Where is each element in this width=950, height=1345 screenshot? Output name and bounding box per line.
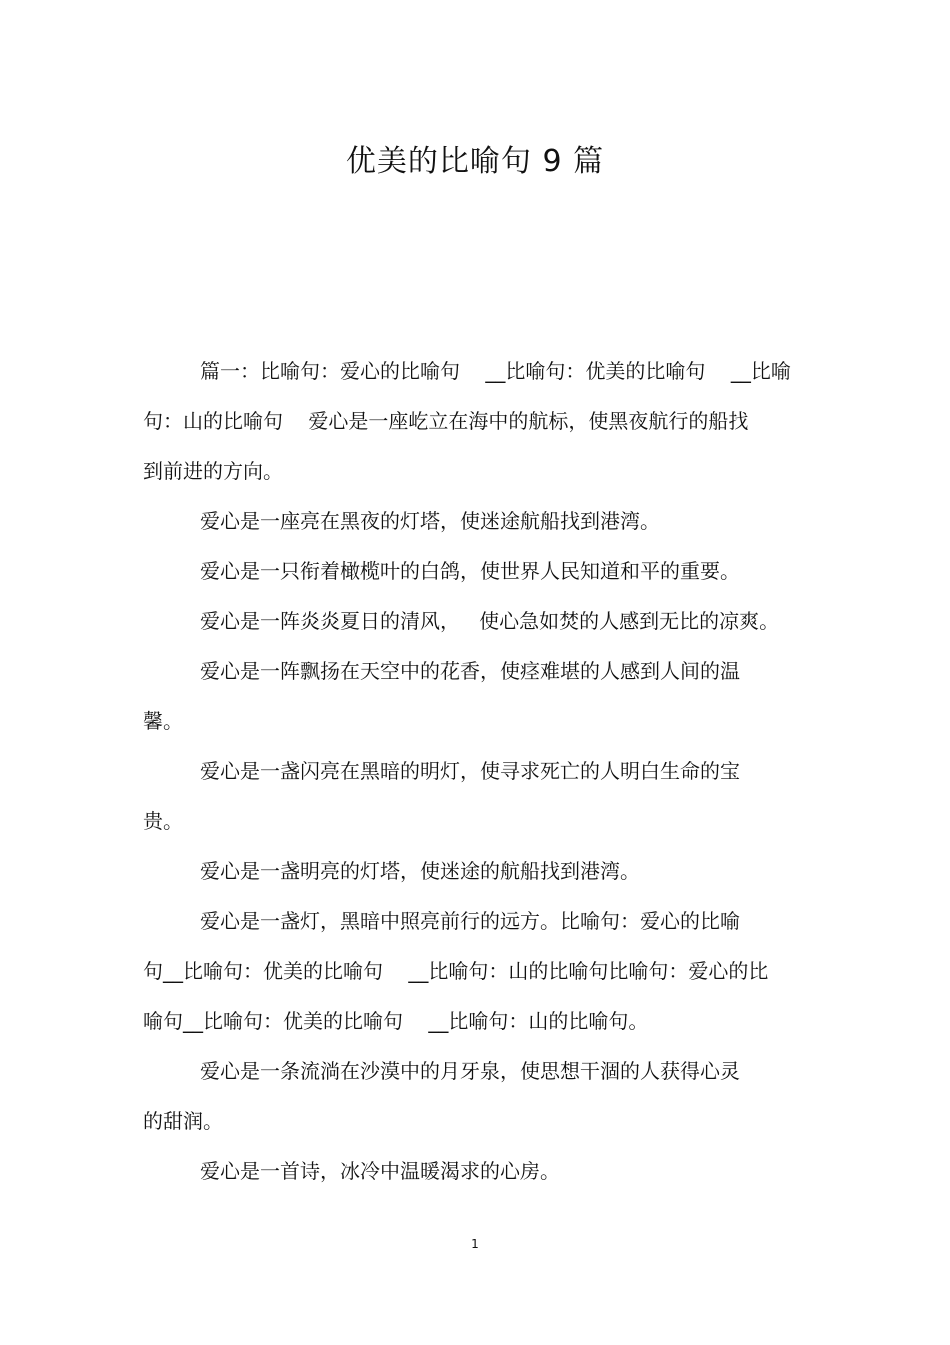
paragraph-line: 爱心是一条流淌在沙漠中的月牙泉，使思想干涸的人获得心灵 <box>200 1059 740 1083</box>
paragraph-line: 爱心是一阵飘扬在天空中的花香，使痉难堪的人感到人间的温 <box>200 659 740 683</box>
paragraph-line: 爱心是一盏闪亮在黑暗的明灯，使寻求死亡的人明白生命的宝 <box>200 759 740 783</box>
page-number: 1 <box>471 1237 479 1251</box>
paragraph-line: 馨。 <box>143 709 183 733</box>
document-title: 优美的比喻句 9 篇 <box>345 144 605 179</box>
paragraph-line: 爱心是一首诗，冰冷中温暖渴求的心房。 <box>200 1159 560 1183</box>
paragraph-line: 喻句__比喻句：优美的比喻句 __比喻句：山的比喻句。 <box>143 1009 649 1033</box>
paragraph-line: 爱心是一阵炎炎夏日的清风， 使心急如焚的人感到无比的凉爽。 <box>200 609 780 633</box>
paragraph-line: 句__比喻句：优美的比喻句 __比喻句：山的比喻句比喻句：爱心的比 <box>143 959 769 983</box>
document-body <box>143 346 823 1196</box>
paragraph-line: 句：山的比喻句 爱心是一座屹立在海中的航标，使黑夜航行的船找 <box>143 409 749 433</box>
paragraph-line: 爱心是一只衔着橄榄叶的白鸽，使世界人民知道和平的重要。 <box>200 559 740 583</box>
paragraph-line: 篇一：比喻句：爱心的比喻句 __比喻句：优美的比喻句 __比喻 <box>200 359 791 383</box>
paragraph-line: 爱心是一座亮在黑夜的灯塔，使迷途航船找到港湾。 <box>200 509 660 533</box>
paragraph-line: 的甜润。 <box>143 1109 223 1133</box>
paragraph-line: 爱心是一盏明亮的灯塔，使迷途的航船找到港湾。 <box>200 859 640 883</box>
paragraph-line: 爱心是一盏灯，黑暗中照亮前行的远方。比喻句：爱心的比喻 <box>200 909 740 933</box>
paragraph-line: 贵。 <box>143 809 183 833</box>
paragraph-line: 到前进的方向。 <box>143 459 283 483</box>
